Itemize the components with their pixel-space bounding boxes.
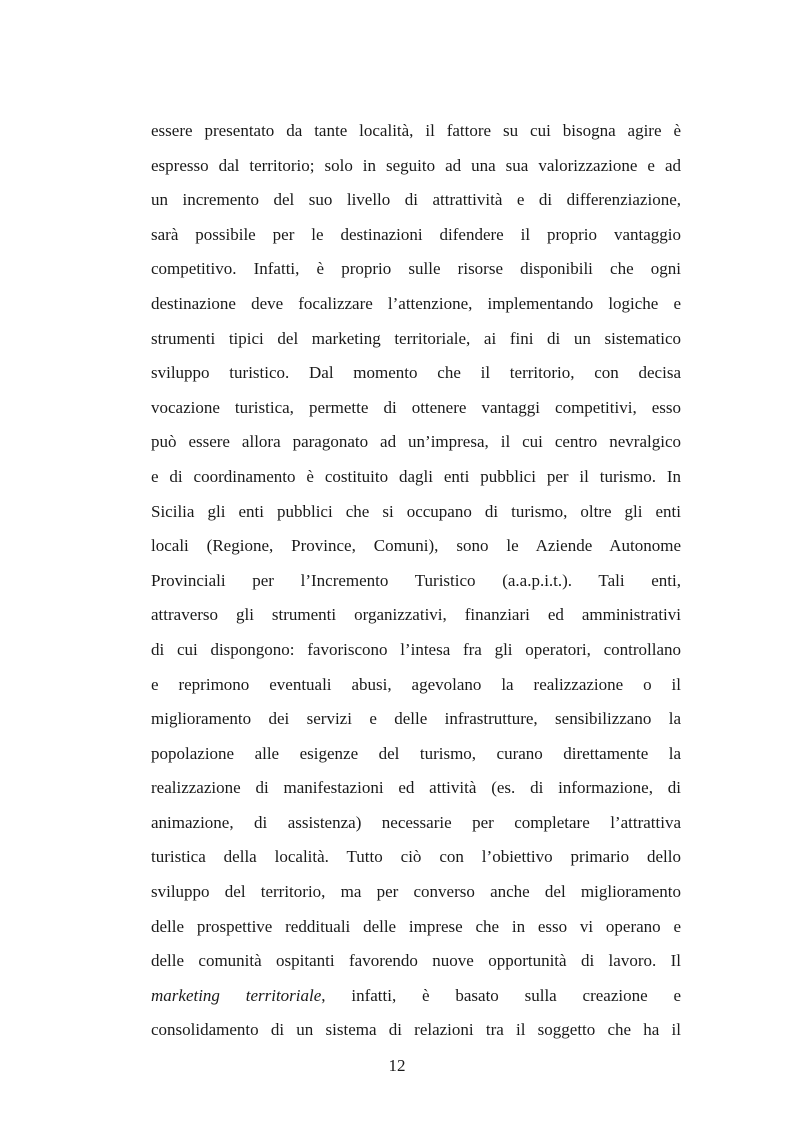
text-line: destinazione deve focalizzare l’attenzione, implementando logiche e	[151, 293, 681, 313]
italic-term: marketing territoriale	[151, 985, 322, 1005]
text-line: sviluppo del territorio, ma per converso anche del miglioramento	[151, 882, 681, 902]
text-line: animazione, di assistenza) necessarie per completare l’attrattiva	[151, 812, 681, 832]
body-paragraph	[151, 114, 681, 1048]
text-line: strumenti tipici del marketing territoriale, ai fini di un sistematico	[151, 328, 681, 348]
text-line: Provinciali per l’Incremento Turistico (a.a.p.i.t.). Tali enti,	[151, 570, 681, 590]
text-line: sarà possibile per le destinazioni difendere il proprio vantaggio	[151, 224, 681, 244]
text-line-with-italic-term	[151, 979, 681, 1014]
text-line: di cui dispongono: favoriscono l’intesa fra gli operatori, controllano	[151, 639, 681, 659]
text-line: consolidamento di un sistema di relazioni tra il soggetto che ha il	[151, 1020, 681, 1040]
text-line: turistica della località. Tutto ciò con l’obiettivo primario dello	[151, 847, 681, 867]
text-line: delle prospettive reddituali delle imprese che in esso vi operano e	[151, 916, 681, 936]
text-line: realizzazione di manifestazioni ed attività (es. di informazione, di	[151, 778, 681, 798]
text-line: popolazione alle esigenze del turismo, curano direttamente la	[151, 743, 681, 763]
text-line: sviluppo turistico. Dal momento che il territorio, con decisa	[151, 363, 681, 383]
text-line: Sicilia gli enti pubblici che si occupano di turismo, oltre gli enti	[151, 501, 681, 521]
text-line: vocazione turistica, permette di ottenere vantaggi competitivi, esso	[151, 397, 681, 417]
text-line: locali (Regione, Province, Comuni), sono le Aziende Autonome	[151, 536, 681, 556]
text-line: e reprimono eventuali abusi, agevolano la realizzazione o il	[151, 674, 681, 694]
text-line-rest: , infatti, è basato sulla creazione e	[321, 985, 681, 1005]
text-line: espresso dal territorio; solo in seguito ad una sua valorizzazione e ad	[151, 155, 681, 175]
text-line: e di coordinamento è costituito dagli enti pubblici per il turismo. In	[151, 466, 681, 486]
text-line: può essere allora paragonato ad un’impresa, il cui centro nevralgico	[151, 432, 681, 452]
text-line: competitivo. Infatti, è proprio sulle risorse disponibili che ogni	[151, 259, 681, 279]
text-line: essere presentato da tante località, il fattore su cui bisogna agire è	[151, 121, 681, 140]
page-number: 12	[388, 1056, 406, 1075]
text-line: un incremento del suo livello di attrattività e di differenziazione,	[151, 190, 681, 210]
text-line: miglioramento dei servizi e delle infrastrutture, sensibilizzano la	[151, 709, 681, 729]
text-line: attraverso gli strumenti organizzativi, finanziari ed amministrativi	[151, 605, 681, 625]
text-line: delle comunità ospitanti favorendo nuove opportunità di lavoro. Il	[151, 951, 681, 971]
